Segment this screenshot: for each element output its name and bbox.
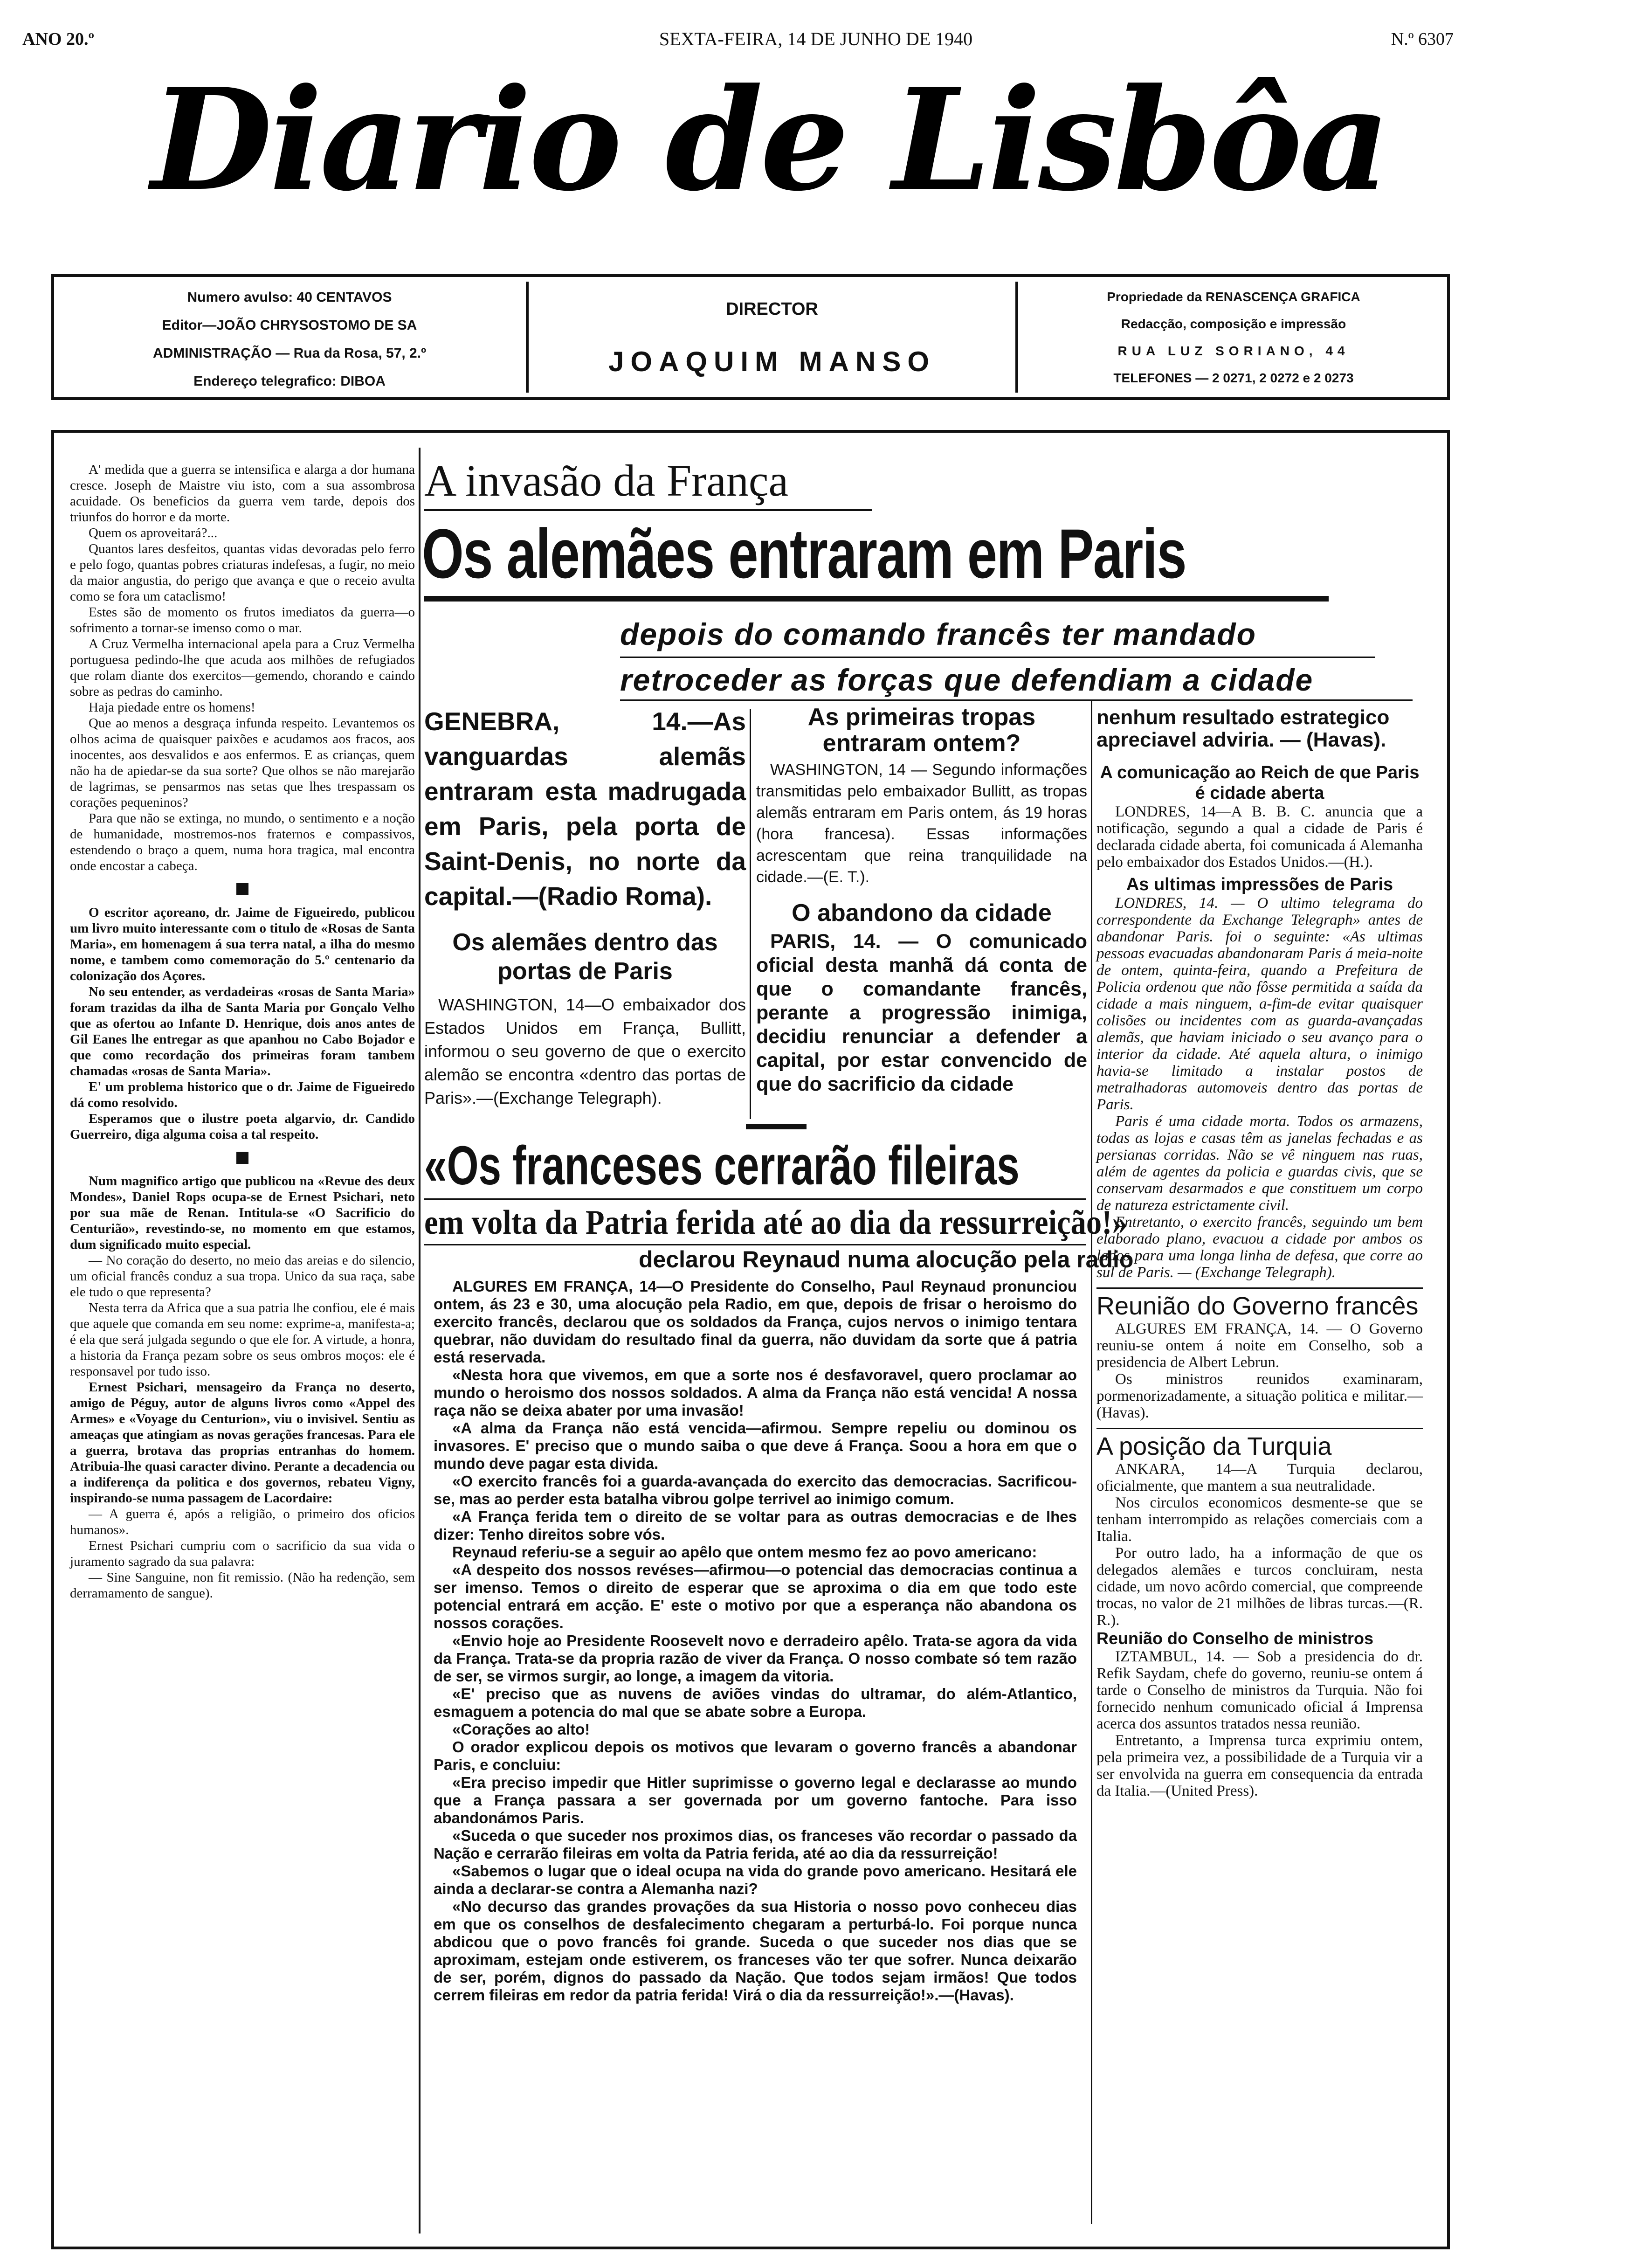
column-paragraph: Haja piedade entre os homens!	[89, 700, 255, 715]
column-paragraph: No seu entender, as verdadeiras «rosas de Santa Maria» foram trazidas da ilha de Santa Maria por Gonçalo Velho que as ofertou ao Infante D. Henrique, dois anos antes de Gil Eanes lhe entregar as que apanhou no Cabo Bojador e que como recordação dos primeiras foram tambem chamadas «rosas de Santa Maria».	[70, 984, 415, 1079]
administration-line: ADMINISTRAÇÃO — Rua da Rosa, 57, 2.º	[152, 346, 427, 361]
column-rule	[750, 709, 751, 1119]
story-paragraph: Entretanto, a Imprensa turca exprimiu ontem, pela primeira vez, a possibilidade de a Turquia vir a ser envolvida na guerra em consequencia da entrada da Italia.—(United Press).	[1096, 1732, 1423, 1799]
section-rule	[1096, 1428, 1423, 1429]
story-paragraph: LONDRES, 14. — O ultimo telegrama do correspondente da Exchange Telegraph» antes de abandonar Paris. foi o seguinte: «As ultimas pessoas evacuadas abandonaram Paris á meia-noite de ontem, quinta-feira, quando a Prefeitura de Policia ordenou que não fôsse permitida a saída da cidade a mais ninguem, a-fim-de evitar quaisquer colisões ou incidentes com as guarda-avançadas alemãs, que haviam iniciado o seu avanço para o interior da cidade. Até aquela altura, o inimigo havia-se limitado a instalar postos de metralhadoras automoveis dentro das portas de Paris.	[1096, 895, 1423, 1113]
subhead-underline	[424, 1244, 1086, 1245]
left-column	[70, 462, 415, 1601]
continuation-text: nenhum resultado estrategico apreciavel adviria. — (Havas).	[1096, 706, 1390, 751]
story-body: WASHINGTON, 14—O embaixador dos Estados Unidos em França, Bullitt, informou o seu governo de que o exercito alemão se encontra «dentro das portas de Paris».—(Exchange Telegraph).	[424, 995, 746, 1107]
story-head: Reunião do Governo francês	[1096, 1292, 1419, 1320]
column-paragraph: Ernest Psichari cumpriu com o sacrificio da sua vida o juramento sagrado da sua palavra:	[70, 1538, 415, 1569]
column-paragraph: — A guerra é, após a religião, o primeiro dos oficios humanos».	[70, 1507, 415, 1537]
info-left	[54, 277, 525, 397]
right-column	[1096, 706, 1423, 1799]
kicker-underline	[424, 509, 872, 511]
story-paragraph: O orador explicou depois os motivos que levaram o governo francês a abandonar Paris, e concluiu:	[434, 1738, 1077, 1773]
info-center	[530, 277, 1014, 397]
section-rule	[1096, 1287, 1423, 1289]
second-story-body	[434, 1278, 1077, 2004]
column-paragraph: Estes são de momento os frutos imediatos da guerra—o sofrimento a tornar-se imenso como o mar.	[70, 605, 415, 636]
column-paragraph: Nesta terra da Africa que a sua patria lhe confiou, ele é mais que aquele que comanda em seu nome: exprime-a, manifesta-a; é ela que será julgada segundo o que ele for. A virtude, a honra, a historia da França pezam sobre os seus ombros moços: ele é responsavel por tudo isso.	[70, 1300, 415, 1379]
story-paragraph: Reynaud referiu-se a seguir ao apêlo que ontem mesmo fez ao povo americano:	[452, 1543, 1037, 1561]
story-paragraph: Por outro lado, ha a informação de que os delegados alemães e turcos concluiram, nesta cidade, um novo acôrdo comercial, que compreende trocas, no valor de 21 milhões de libras turcas.—(R. R.).	[1096, 1545, 1423, 1629]
section-divider-mark	[236, 883, 248, 895]
story-paragraph: «Era preciso impedir que Hitler suprimisse o governo legal e declarasse ao mundo que a França passara a ser governada por um governo fantoche. Para isso abandonámos Paris.	[434, 1774, 1077, 1826]
story-paragraph: «O exercito francês foi a guarda-avançada do exercito das democracias. Sacrificou-se, mas ao perder esta batalha vibrou golpe terrivel ao inimigo comum.	[434, 1473, 1077, 1507]
story-head: O abandono da cidade	[792, 899, 1052, 927]
second-deck: declarou Reynaud numa alocução pela radio	[639, 1246, 1134, 1272]
story-paragraph: LONDRES, 14—A B. B. C. anuncia que a notificação, segundo a qual a cidade de Paris é declarada cidade aberta, foi comunicada á Alemanha pelo embaixador dos Estados Unidos.—(H.).	[1096, 803, 1423, 871]
headline-underline	[424, 596, 1329, 602]
main-headline: Os alemães entraram em Paris	[422, 514, 1186, 593]
editor-line: Editor—JOÃO CHRYSOSTOMO DE SA	[162, 318, 417, 333]
column-paragraph: Que ao menos a desgraça infunda respeito. Levantemos os olhos acima de quaisquer paixões e acudamos aos fracos, aos inocentes, aos desvalidos e aos enfermos. E as crianças, quem não ha de apiedar-se da sua sorte? Que olhos se não marejarão de lagrimas, se pensarmos nas setas que lhes trespassam os corações pequeninos?	[70, 716, 415, 810]
price-line: Numero avulso: 40 CENTAVOS	[187, 290, 392, 305]
subheadline-2: retroceder as forças que defendiam a cidade	[620, 663, 1314, 697]
info-divider	[1015, 282, 1018, 393]
column-paragraph: A Cruz Vermelha internacional apela para a Cruz Vermelha portuguesa pedindo-lhe que acuda aos milhões de refugiados que rolam diante dos exercitos—gemendo, chorando e caindo sobre as pedras do caminho.	[70, 636, 415, 699]
column-paragraph: E' um problema historico que o dr. Jaime de Figueiredo dá como resolvido.	[70, 1079, 415, 1110]
phones-line: TELEFONES — 2 0271, 2 0272 e 2 0273	[1113, 371, 1354, 385]
ownership-line: Propriedade da RENASCENÇA GRAFICA	[1107, 290, 1360, 304]
story-paragraph: ANKARA, 14—A Turquia declarou, oficialmente, que mantem a sua neutralidade.	[1096, 1461, 1423, 1494]
redaction-line: Redacção, composição e impressão	[1121, 317, 1346, 331]
story-head: As primeiras tropas entraram ontem?	[807, 704, 1036, 757]
story-column-a	[424, 704, 746, 1110]
column-rule	[1091, 699, 1092, 2224]
subheadline-1: depois do comando francês ter mandado	[620, 617, 1256, 651]
column-paragraph: Num magnifico artigo que publicou na «Revue des deux Mondes», Daniel Rops ocupa-se de Ernest Psichari, neto por sua mãe de Renan. Intitula-se «O Sacrificio do Centurião», revestindo-se, no momento em que estamos, dum significado muito especial.	[70, 1174, 415, 1252]
story-paragraph: «A alma da França não está vencida—afirmou. Sempre repeliu ou dominou os invasores. E' preciso que o mundo saiba o que deve á França. Soou a hora em que o mundo deve pagar esta divida.	[434, 1419, 1077, 1472]
year-label: ANO 20.º	[22, 29, 94, 49]
director-label: DIRECTOR	[726, 299, 818, 319]
story-head: Reunião do Conselho de ministros	[1096, 1629, 1374, 1648]
story-paragraph: «A despeito dos nossos revéses—afirmou—o potencial das democracias continua a ser imenso. Temos o direito de esperar que se aproxima o dia em que todo este potencial entrará em acção. E' este o motivo por que a esperança não abandona os nossos corações.	[434, 1561, 1077, 1632]
headline-kicker: A invasão da França	[424, 456, 789, 505]
issue-date: SEXTA-FEIRA, 14 DE JUNHO DE 1940	[659, 28, 973, 49]
masthead-title: Diario de Lisbôa	[151, 57, 1388, 222]
story-head: A posição da Turquia	[1096, 1432, 1332, 1460]
story-column-b	[756, 704, 1087, 1096]
story-paragraph: «Corações ao alto!	[452, 1721, 590, 1738]
story-paragraph: Nos circulos economicos desmente-se que se tenham interrompido as relações comerciais com a Italia.	[1096, 1494, 1423, 1545]
info-right	[1019, 277, 1448, 397]
story-body: WASHINGTON, 14 — Segundo informações transmitidas pelo embaixador Bullitt, as tropas alemãs entraram em Paris ontem, ás 19 horas (hora francesa). Essas informações acrescentam que reina tranquilidade na cidade.—(E. T.).	[756, 761, 1087, 886]
story-paragraph: «No decurso das grandes provações da sua Historia o nosso povo conheceu dias em que os conselhos de desfalecimento chegaram a perturbá-lo. Foi porque nunca abdicou que o povo francês foi grande. Suceda o que suceder nos dias que se aproximam, estejam onde estiverem, os franceses vão ter que sofrer. Nunca deixarão de ser, porém, dignos do passado da Nação. Que todos sejam irmãos! Que todos cerrem fileiras em redor da patria ferida! Virá o dia da ressurreição!».—(Havas).	[434, 1898, 1077, 2004]
story-paragraph: «E' preciso que as nuvens de aviões vindas do ultramar, do além-Atlantico, esmaguem a potencia do mal que se abate sobre a Europa.	[434, 1685, 1077, 1720]
story-paragraph: IZTAMBUL, 14. — Sob a presidencia do dr. Refik Saydam, chefe do governo, reuniu-se ontem á tarde o Conselho de ministros da Turquia. Não foi fornecido nenhum comunicado oficial á Imprensa acerca dos assuntos tratados nessa reunião.	[1096, 1648, 1423, 1732]
section-divider-mark	[236, 1152, 248, 1164]
column-rule	[419, 448, 421, 2233]
story-paragraph: «Suceda o que suceder nos proximos dias, os franceses vão recordar o passado da Nação e cerrarão fileiras em volta da Patria ferida, até ao dia da ressurreição!	[434, 1827, 1077, 1862]
column-paragraph: — No coração do deserto, no meio das areias e do silencio, um oficial francês conduz a sua tropa. Unico da sua raça, sabe ele tudo o que representa?	[70, 1253, 415, 1300]
issue-number: N.º 6307	[1391, 29, 1454, 49]
story-head: A comunicação ao Reich de que Paris é cidade aberta	[1100, 763, 1420, 803]
column-paragraph: Quem os aproveitará?...	[89, 526, 218, 540]
info-divider	[526, 282, 529, 393]
column-paragraph: Para que não se extinga, no mundo, o sentimento e a noção de humanidade, mostremos-nos fraternos e compassivos, estendendo o braço a quem, numa hora tragica, mal encontra onde encostar a cabeça.	[70, 811, 415, 873]
story-paragraph: Entretanto, o exercito francês, seguindo um bem elaborado plano, evacuou a cidade por ambos os lados para uma longa linha de defesa, que corre ao sul de Paris. — (Exchange Telegraph).	[1096, 1214, 1423, 1281]
story-body: PARIS, 14. — O comunicado oficial desta manhã dá conta de que o comandante francês, perante a progressão inimiga, decidiu renunciar a defender a capital, por estar convencido de que do sacrificio da cidade	[756, 930, 1087, 1095]
story-paragraph: Os ministros reunidos examinaram, pormenorizadamente, a situação politica e militar.—(Havas).	[1096, 1371, 1423, 1421]
story-paragraph: «Sabemos o lugar que o ideal ocupa na vida do grande povo americano. Hesitará ele ainda a declarar-se contra a Alemanha nazi?	[434, 1862, 1077, 1897]
story-paragraph: ALGURES EM FRANÇA, 14. — O Governo reuniu-se ontem á noite em Conselho, sob a presidencia de Albert Lebrun.	[1096, 1321, 1423, 1371]
column-paragraph: Esperamos que o ilustre poeta algarvio, dr. Candido Guerreiro, diga alguma coisa a tal respeito.	[70, 1111, 415, 1142]
story-paragraph: «A França ferida tem o direito de se voltar para as outras democracias e de lhes dizer: Tenho direitos sobre vós.	[434, 1508, 1077, 1543]
column-paragraph: O escritor açoreano, dr. Jaime de Figueiredo, publicou um livro muito interessante com o titulo de «Rosas de Santa Maria», em homenagem á sua terra natal, a ilha do mesmo nome, e tambem como comemoração do 5.º centenario da colonização dos Açores.	[70, 905, 415, 983]
column-paragraph: Ernest Psichari, mensageiro da França no deserto, amigo de Péguy, autor de alguns livros como «Appel des Armes» e «Voyage du Centurion», viu o invisivel. Sentiu as ameaças que atingiam as novas gerações francesas. Para ele a guerra, brotava das proprias entranhas do homem. Atribuia-lhe quasi caracter divino. Perante a decadencia ou a indiferença da politica e dos governos, rebateu Vigny, inspirando-se numa passagem de Lacordaire:	[70, 1380, 415, 1506]
story-separator	[746, 1124, 807, 1129]
column-paragraph: — Sine Sanguine, non fit remissio. (Não ha redenção, sem derramamento de sangue).	[70, 1570, 415, 1601]
lead-dispatch: GENEBRA, 14.—As vanguardas alemãs entraram esta madrugada em Paris, pela porta de Saint-Denis, no norte da capital.—(Radio Roma).	[424, 707, 746, 911]
second-headline: «Os franceses cerrarão fileiras	[424, 1135, 1020, 1196]
director-name: JOAQUIM MANSO	[608, 346, 936, 377]
second-subhead: em volta da Patria ferida até ao dia da ressurreição!»	[424, 1203, 1128, 1242]
story-head: As ultimas impressões de Paris	[1126, 875, 1393, 894]
story-head: Os alemães dentro das portas de Paris	[452, 929, 718, 985]
story-paragraph: Paris é uma cidade morta. Todos os armazens, todas as lojas e casas têm as janelas fechadas e as persianas corridas. Não se vê ninguem nas ruas, além de agentes da policia e guardas civis, que se conservam desarmados e que constituem um corpo de natureza estrictamente civil.	[1096, 1113, 1423, 1214]
headline-underline	[424, 1198, 1086, 1200]
info-box	[51, 274, 1450, 400]
telegraph-line: Endereço telegrafico: DIBOA	[193, 373, 386, 389]
column-paragraph: Quantos lares desfeitos, quantas vidas devoradas pelo ferro e pelo fogo, quantas pobres criaturas indefesas, a fugir, no meio da maior angustia, do perigo que avança e que o receio avulta como se fora um cataclismo!	[70, 541, 415, 604]
story-paragraph: «Envio hoje ao Presidente Roosevelt novo e derradeiro apêlo. Trata-se agora da vida da França. Trata-se da propria razão de viver da França. O nosso combate só tem razão de ser, se virmos surgir, ao longe, a imagem da vitoria.	[434, 1632, 1077, 1685]
story-paragraph: «Nesta hora que vivemos, em que a sorte nos é desfavoravel, quero proclamar ao mundo o heroismo dos nossos soldados. A alma da França não está vencida! A nossa raça não se deixa abater por uma invasão!	[434, 1366, 1077, 1419]
story-paragraph: ALGURES EM FRANÇA, 14—O Presidente do Conselho, Paul Reynaud pronunciou ontem, ás 23 e 30, uma alocução pela Radio, em que, depois de frisar o heroismo do exercito francês, declarou que os soldados da França, cujos nervos o inimigo tentara quebrar, não duvidam do resultado final da guerra, não duvidam da sorte que á patria está reservada.	[434, 1278, 1077, 1366]
subheadline-underline	[620, 699, 1413, 701]
column-paragraph: A' medida que a guerra se intensifica e alarga a dor humana cresce. Joseph de Maistre viu isto, com a sua assombrosa acuidade. Os beneficios da guerra vem tarde, depois dos triunfos do horror e da morte.	[70, 462, 415, 525]
subheadline-underline	[620, 657, 1375, 658]
address-line: RUA LUZ SORIANO, 44	[1117, 344, 1350, 358]
